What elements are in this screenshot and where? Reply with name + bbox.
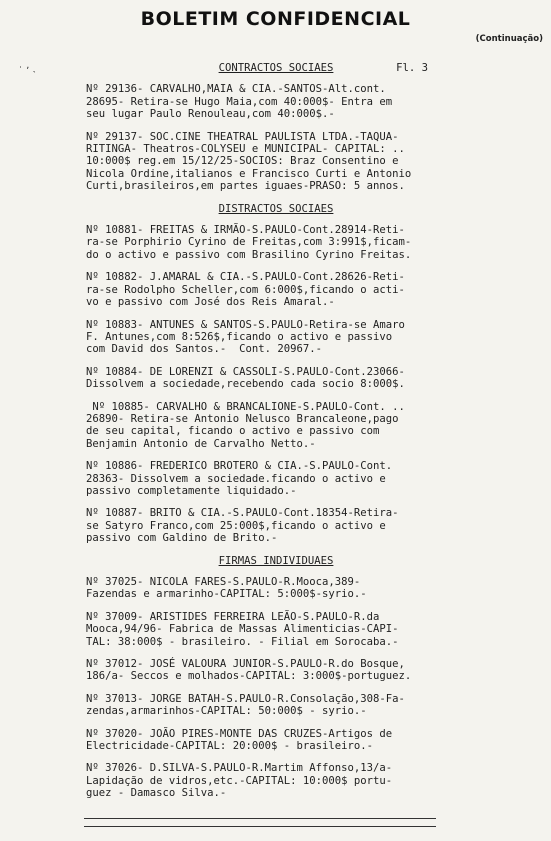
entry-line: Nº 37012- JOSÉ VALOURA JUNIOR-S.PAULO-R.do Bosque, xyxy=(86,658,405,671)
registry-entry xyxy=(86,401,466,451)
entry-line: Mooca,94/96- Fabrica de Massas Alimenticias-CAPI- xyxy=(86,623,399,636)
entry-line: TAL: 38:000$ - brasileiro. - Filial em Sorocaba.- xyxy=(86,635,399,648)
registry-entry xyxy=(86,728,466,753)
entry-line: do o activo e passivo com Brasilino Cyrino Freitas. xyxy=(86,248,412,261)
section-heading-text: CONTRACTOS SOCIAES xyxy=(218,62,334,74)
entry-line: Nº 37020- JOÃO PIRES-MONTE DAS CRUZES-Artigos de xyxy=(86,727,393,740)
entry-line: Nº 37013- JORGE BATAH-S.PAULO-R.Consolação,308-Fa- xyxy=(86,692,405,705)
entry-line: 28695- Retira-se Hugo Maia,com 40:000$- Entra em xyxy=(86,95,393,108)
section-heading xyxy=(86,62,466,74)
bottom-rule-1 xyxy=(84,818,436,819)
entry-line: vo e passivo com José dos Reis Amaral.- xyxy=(86,296,335,309)
registry-entry xyxy=(86,762,466,799)
registry-entry xyxy=(86,611,466,648)
entry-line: Lapidação de vidros,etc.-CAPITAL: 10:000$ portu- xyxy=(86,774,393,787)
entry-line: de seu capital, ficando o activo e passivo com xyxy=(86,425,380,438)
entry-line: RITINGA- Theatros-COLYSEU e MUNICIPAL- CAPITAL: .. xyxy=(86,143,405,156)
registry-entry xyxy=(86,83,466,120)
section-heading-text: FIRMAS INDIVIDUAES xyxy=(218,554,334,567)
page-number: Fl. 3 xyxy=(396,62,428,74)
registry-entry xyxy=(86,460,466,497)
page-title: BOLETIM CONFIDENCIAL xyxy=(140,8,411,30)
entry-line: com David dos Santos.- Cont. 20967.- xyxy=(86,343,322,356)
entry-line: Nº 37009- ARISTIDES FERREIRA LEÃO-S.PAULO-R.da xyxy=(86,610,380,623)
entry-line: seu lugar Paulo Renouleau,com 40:000$.- xyxy=(86,108,335,121)
entry-line: Nº 10887- BRITO & CIA.-S.PAULO-Cont.18354-Retira- xyxy=(86,507,399,520)
entry-line: Nº 37026- D.SILVA-S.PAULO-R.Martim Affonso,13/a- xyxy=(86,762,393,775)
entry-line: Nº 10883- ANTUNES & SANTOS-S.PAULO-Retira-se Amaro xyxy=(86,318,405,331)
registry-entry xyxy=(86,366,466,391)
entry-line: se Satyro Franco,com 25:000$,ficando o activo e xyxy=(86,519,386,532)
entry-line: guez - Damasco Silva.- xyxy=(86,787,227,800)
entry-line: ra-se Rodolpho Scheller,com 6:000$,ficando o acti- xyxy=(86,283,405,296)
entry-line: Nº 29136- CARVALHO,MAIA & CIA.-SANTOS-Alt.cont. xyxy=(86,83,386,96)
entry-line: F. Antunes,com 8:526$,ficando o activo e passivo xyxy=(86,330,393,343)
entry-line: Electricidade-CAPITAL: 20:000$ - brasileiro.- xyxy=(86,740,374,753)
entry-line: 28363- Dissolvem a sociedade.ficando o activo e xyxy=(86,472,386,485)
section-heading xyxy=(86,203,466,215)
entry-line: Curti,brasileiros,em partes iguaes-PRASO: 5 annos. xyxy=(86,180,405,193)
registry-entry xyxy=(86,507,466,544)
scan-mark-left: ˙ ʼ ˴ xyxy=(18,66,36,77)
registry-entry xyxy=(86,131,466,193)
registry-entry xyxy=(86,576,466,601)
entry-line: ra-se Porphirio Cyrino de Freitas,com 3:991$,ficam- xyxy=(86,236,412,249)
entry-line: Nº 37025- NICOLA FARES-S.PAULO-R.Mooca,389- xyxy=(86,576,361,588)
entry-line: Benjamin Antonio de Carvalho Netto.- xyxy=(86,437,316,450)
entry-line: Nº 10884- DE LORENZI & CASSOLI-S.PAULO-Cont.23066- xyxy=(86,365,405,378)
registry-entry xyxy=(86,658,466,683)
bottom-rule-2 xyxy=(84,826,436,827)
registry-entry xyxy=(86,319,466,356)
document-body xyxy=(86,62,466,810)
entry-line: 26890- Retira-se Antonio Nelusco Brancaleone,pago xyxy=(86,412,399,425)
entry-line: 10:000$ reg.em 15/12/25-SOCIOS: Braz Consentino e xyxy=(86,155,399,168)
entry-line: Dissolvem a sociedade,recebendo cada socio 8:000$. xyxy=(86,378,405,391)
registry-entry xyxy=(86,693,466,718)
entry-line: Fazendas e armarinho-CAPITAL: 5:000$-syrio.- xyxy=(86,588,367,601)
entry-line: Nº 10886- FREDERICO BROTERO & CIA.-S.PAULO-Cont. xyxy=(86,460,393,473)
section-heading-text: DISTRACTOS SOCIAES xyxy=(218,202,334,215)
entry-line: passivo com Galdino de Brito.- xyxy=(86,532,278,545)
entry-line: passivo completamente liquidado.- xyxy=(86,484,297,497)
registry-entry xyxy=(86,224,466,261)
continuation-label: (Continuação) xyxy=(475,34,543,44)
entry-line: Nº 10885- CARVALHO & BRANCALIONE-S.PAULO-Cont. .. xyxy=(86,400,405,413)
section-heading xyxy=(86,555,466,567)
entry-line: Nº 10882- J.AMARAL & CIA.-S.PAULO-Cont.28626-Reti- xyxy=(86,271,405,284)
entry-line: 186/a- Seccos e molhados-CAPITAL: 3:000$-portuguez. xyxy=(86,670,412,683)
entry-line: Nº 10881- FREITAS & IRMÃO-S.PAULO-Cont.28914-Reti- xyxy=(86,224,405,237)
entry-line: Nº 29137- SOC.CINE THEATRAL PAULISTA LTDA.-TAQUA- xyxy=(86,130,399,143)
entry-line: zendas,armarinhos-CAPITAL: 50:000$ - syrio.- xyxy=(86,705,367,718)
entry-line: Nicola Ordine,italianos e Francisco Curti e Antonio xyxy=(86,167,412,180)
registry-entry xyxy=(86,271,466,308)
